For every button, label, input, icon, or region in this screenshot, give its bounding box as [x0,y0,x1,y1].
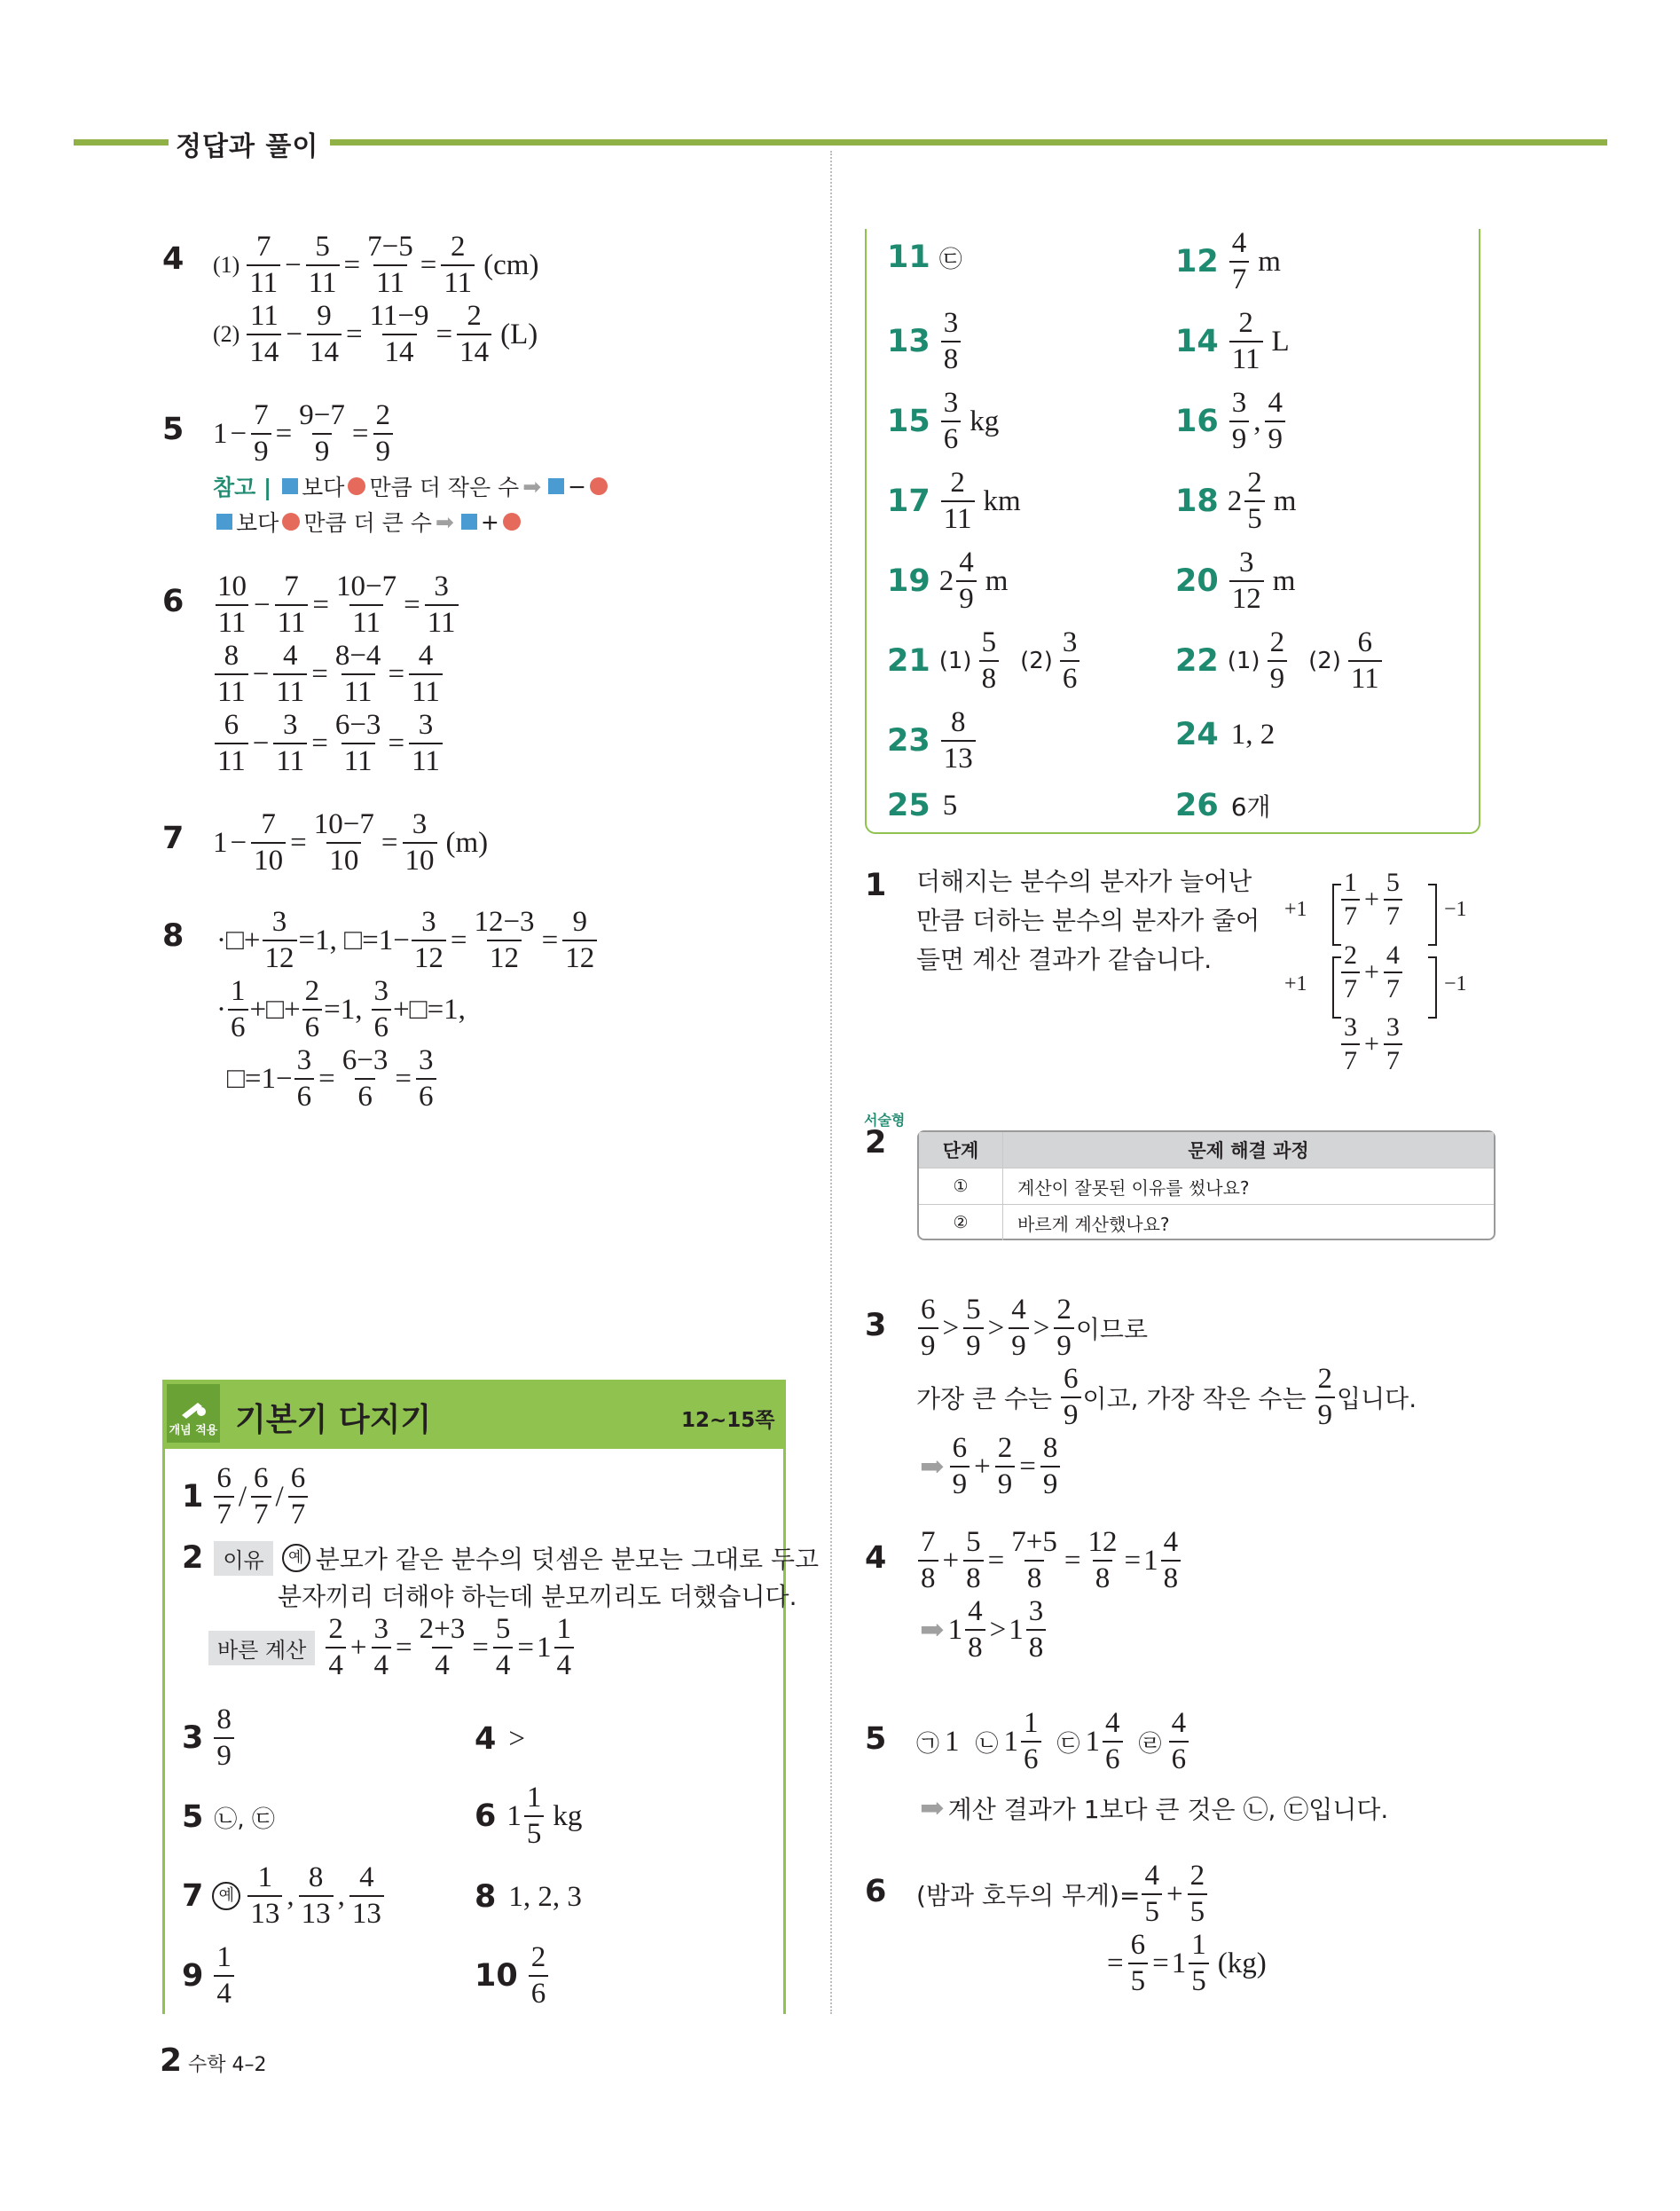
part-tag: (2) [213,321,240,347]
circle-icon [282,513,300,531]
plus-one-bottom: +1 [1284,972,1307,995]
sec-answer-10: 10 $\frac{2}{6}$ [475,1943,550,2009]
q8-line1: ·□+ $\frac{3}{12}$ =1, □=1− $\frac{3}{12}$ = $\frac{12-3}{12}$ = $\frac{9}{12}$ [216,908,599,973]
p3-line3: ➡ $\frac{6}{9}$ + $\frac{2}{9}$ = $\frac{8}{9}$ [916,1434,1062,1499]
example-mark: 예 [212,1882,240,1910]
q5-line: 1 − $\frac{7}{9}$ = $\frac{9-7}{9}$ = $\frac{2}{9}$ [213,401,395,467]
sec-answer-6: 6 1 $\frac{1}{5}$ kg [475,1782,583,1850]
p4-line2: ➡ 1 $\frac{4}{8}$ > 1 $\frac{3}{8}$ [916,1597,1048,1663]
q7-line: 1 − $\frac{7}{10}$ = $\frac{10-7}{10}$ = $\frac{3}{10}$ (m) [213,808,489,877]
square-icon [282,478,298,494]
fraction: $\frac{11-9}{14}$ [369,300,429,368]
q4-line1: (1) $\frac{7}{11}$ − $\frac{5}{11}$ = $\frac{7-5}{11}$ = $\frac{2}{11}$ (cm) [213,231,539,299]
answer-24: 24 1, 2 [1175,717,1276,752]
table-row: ② 바르게 계산했나요? [919,1205,1494,1241]
p3-line1: $\frac{6}{9}$ > $\frac{5}{9}$ > $\frac{4}{9}$ > $\frac{2}{9}$ 이므로 [916,1295,1148,1361]
fraction: $\frac{9}{14}$ [307,302,341,367]
sec-answer-2-calc: 바른 계산 $\frac{2}{4}$ + $\frac{3}{4}$ = $\frac{2+3}{4}$ = $\frac{5}{4}$ = 1 $\frac{1}{4}$ [208,1615,576,1680]
q4-number: 4 [162,241,184,277]
q5-note-line2: 보다 만큼 더 큰 수 ➡ + [213,506,524,538]
q5-number: 5 [162,412,184,447]
sec-answer-5: 5 ㉡, ㉢ [182,1799,275,1835]
pencil-hand-icon [178,1397,208,1420]
circle-icon [590,477,608,495]
arrow-right-icon: ➡ [920,1793,945,1825]
p4-line1: $\frac{7}{8}$ + $\frac{5}{8}$ = $\frac{7+5}{8}$ = $\frac{12}{8}$ = 1 $\frac{4}{8}$ [916,1528,1182,1593]
sec-answer-9: 9 $\frac{1}{4}$ [182,1943,236,2009]
arrow-right-icon: ➡ [435,508,454,535]
fraction: $\frac{7}{11}$ [247,232,280,298]
section-title: 기본기 다지기 [235,1402,432,1438]
fraction: $\frac{2}{9}$ [373,401,394,467]
plus-one-top: +1 [1284,898,1307,921]
page-title: 정답과 풀이 [176,131,319,162]
sec-answer-4: 4 > [475,1721,525,1757]
sec-answer-3: 3 $\frac{8}{9}$ [182,1705,236,1771]
arrow-right-icon: ➡ [522,473,542,500]
page-number: 2 [160,2042,183,2079]
table-header: 단계 [919,1132,1003,1168]
bracket-right-bottom [1428,956,1437,1019]
q8-line2: · $\frac{1}{6}$ +□+ $\frac{2}{6}$ =1, $\frac{3}{6}$ +□=1, [216,975,466,1043]
answer-23: 23 $\frac{8}{13}$ [887,708,977,774]
fraction: $\frac{7-5}{11}$ [367,231,413,299]
square-icon [548,478,564,494]
minus-one-top: −1 [1444,898,1467,921]
circle-icon [503,513,521,531]
fraction: $\frac{11}{14}$ [247,302,281,367]
answer-17: 17 $\frac{2}{11}$ km [887,467,1021,535]
note-label: 참고 | [213,475,272,500]
answer-26: 26 6개 [1175,788,1271,823]
unit: (L) [500,318,538,350]
p4-number: 4 [865,1540,887,1576]
q6-row2: $\frac{8}{11}$ − $\frac{4}{11}$ = $\frac{8-4}{11}$ = $\frac{4}{11}$ [213,641,444,707]
q5-note-line1: 참고 | 보다 만큼 더 작은 수 ➡ − [213,470,611,502]
fraction: $\frac{9-7}{9}$ [299,399,345,468]
answer-22: 22 (1) $\frac{2}{9}$ (2) $\frac{6}{11}$ [1175,628,1384,694]
q6-row3: $\frac{6}{11}$ − $\frac{3}{11}$ = $\frac{6-3}{11}$ = $\frac{3}{11}$ [213,711,444,776]
arrow-right-icon: ➡ [920,1615,945,1647]
fraction: $\frac{2}{11}$ [441,232,475,298]
q8-number: 8 [162,918,184,954]
q8-line3: □=1− $\frac{3}{6}$ = $\frac{6-3}{6}$ = $\frac{3}{6}$ [227,1046,438,1112]
p1-number: 1 [865,868,887,903]
answer-11: 11 ㉢ [887,240,962,275]
sec-answer-7: 7 예 $\frac{1}{13}$ , $\frac{8}{13}$ , $\frac{4}{13}$ [182,1863,386,1929]
p1-text: 더해지는 분수의 분자가 늘어난 만큼 더하는 분수의 분자가 줄어 들면 계산 결과가 같습니다. [916,867,1260,974]
p5-line1: ㉠ 1 ㉡ 1 $\frac{1}{6}$ ㉢ 1 $\frac{4}{6}$ ㉣ $\frac{4}{6}$ [916,1709,1190,1774]
p1-row1: $\frac{1}{7}$ + $\frac{5}{7}$ [1339,869,1404,930]
answer-13: 13 $\frac{3}{8}$ [887,309,962,374]
header-rule-right [330,139,1607,146]
column-divider [830,151,832,2014]
p5-line2: ➡ 계산 결과가 1보다 큰 것은 ㉡, ㉢입니다. [916,1790,1388,1826]
minus-one-bottom: −1 [1444,972,1467,995]
answer-14: 14 $\frac{2}{11}$ L [1175,307,1290,375]
unit: (m) [445,826,489,859]
section-pages: 12~15쪽 [681,1409,775,1432]
q6-number: 6 [162,584,184,619]
table-row: ① 계산이 잘못된 이유를 썼나요? [919,1168,1494,1205]
essay-tag: 서술형 [864,1112,906,1129]
p5-number: 5 [865,1721,887,1757]
answer-16: 16 $\frac{3}{9}$ , $\frac{4}{9}$ [1175,389,1287,454]
p1-row3: $\frac{3}{7}$ + $\frac{3}{7}$ [1339,1014,1404,1074]
answer-20: 20 $\frac{3}{12}$ m [1175,547,1296,615]
sec-answer-8: 8 1, 2, 3 [475,1879,582,1915]
sec-answer-2-line1: 2 이유 예 분모가 같은 분수의 덧셈은 분모는 그대로 두고 [182,1540,820,1576]
p2-number: 2 [865,1125,887,1161]
q6-row1: $\frac{10}{11}$ − $\frac{7}{11}$ = $\frac{10-7}{11}$ = $\frac{3}{11}$ [213,572,460,638]
book-label: 수학 4–2 [188,2054,267,2076]
p6-line2: = $\frac{6}{5}$ = 1 $\frac{1}{5}$ (kg) [1107,1929,1267,1997]
arrow-right-icon: ➡ [920,1452,945,1483]
answer-19: 19 2 $\frac{4}{9}$ m [887,547,1009,615]
answer-21: 21 (1) $\frac{5}{8}$ (2) $\frac{3}{6}$ [887,628,1081,694]
q4-line2: (2) $\frac{11}{14}$ − $\frac{9}{14}$ = $\frac{11-9}{14}$ = $\frac{2}{14}$ (L) [213,300,538,368]
part-tag: (1) [213,252,240,278]
p3-line2: 가장 큰 수는 $\frac{6}{9}$ 이고, 가장 작은 수는 $\frac{2}{9}$ 입니다. [916,1363,1417,1431]
header-rule-left [74,139,169,146]
p3-number: 3 [865,1308,887,1343]
section-badge: 개념 적용 [167,1384,220,1443]
answer-18: 18 2 $\frac{2}{5}$ m [1175,467,1297,535]
square-icon [461,514,477,530]
fraction: $\frac{5}{11}$ [306,232,340,298]
unit: (cm) [483,248,539,281]
p6-line1: (밤과 호두의 무게)= $\frac{4}{5}$ + $\frac{2}{5}$ [916,1861,1209,1927]
circle-icon [348,477,365,495]
reason-tag: 이유 [214,1541,272,1576]
sec-answer-2-line2: 분자끼리 더해야 하는데 분모끼리도 더했습니다. [278,1582,797,1611]
table-header: 문제 해결 과정 [1003,1132,1495,1168]
correct-calc-tag: 바른 계산 [208,1631,315,1665]
example-mark: 예 [282,1544,310,1572]
p6-number: 6 [865,1874,887,1909]
answer-12: 12 $\frac{4}{7}$ m [1175,227,1281,295]
sec-answer-1: 1 $\frac{6}{7}$ / $\frac{6}{7}$ / $\frac{6}{7}$ [182,1464,310,1530]
rubric-table [919,1132,1494,1240]
q7-number: 7 [162,821,184,856]
bracket-right-top [1428,884,1437,946]
fraction: $\frac{7}{9}$ [251,401,271,467]
p1-row2: $\frac{2}{7}$ + $\frac{4}{7}$ [1339,942,1404,1003]
fraction: $\frac{2}{14}$ [457,302,491,367]
answer-15: 15 $\frac{3}{6}$ kg [887,387,1000,455]
answer-25: 25 5 [887,788,958,823]
square-icon [216,514,232,530]
